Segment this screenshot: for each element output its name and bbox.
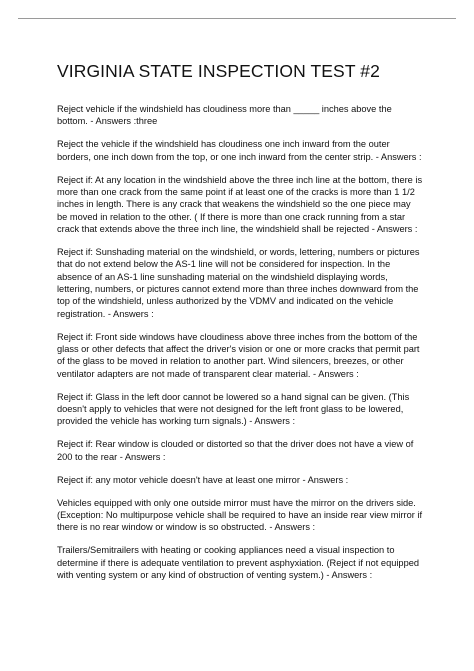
paragraph-rear-window: Reject if: Rear window is clouded or distorted so that the driver does not have a view of 200 to the rear - Answers : [57, 439, 414, 462]
paragraph-left-door-glass: Reject if: Glass in the left door cannot be lowered so a hand signal can be given. (This doesn't apply to vehicles that were not designed for the left front glass to be lowered, provided the vehicle has working turn signals.) - Answers : [57, 391, 410, 427]
document-body [57, 103, 423, 592]
document-title: VIRGINIA STATE INSPECTION TEST #2 [57, 61, 380, 81]
paragraph-mirror-requirement: Reject if: any motor vehicle doesn't have at least one mirror - Answers : [57, 474, 349, 485]
paragraph-windshield-cloudiness-borders: Reject the vehicle if the windshield has cloudiness one inch inward from the outer borders, one inch down from the top, or one inch inward from the center strip. - Answers : [57, 139, 422, 162]
paragraph-front-side-windows: Reject if: Front side windows have cloudiness above three inches from the bottom of the glass or other defects that affect the driver's vision or one or more cracks that permit part of the glass to be moved in relation to another part. Wind silencers, breezes, or other ventilator adapters are not made of transparent clear material. - Answers : [57, 331, 420, 379]
paragraph-sunshading-material: Reject if: Sunshading material on the windshield, or words, lettering, numbers or pictures that do not extend below the AS-1 line will not be considered for inspection. In the absence of an AS-1 line sunshading material on the windshield displaying words, lettering, numbers, or pictures cannot extend more than three inches downward from the top of the windshield, unless authorized by the VDMV and indicated on the vehicle registration. - Answers : [57, 247, 420, 319]
top-divider [18, 18, 456, 19]
paragraph-outside-mirror: Vehicles equipped with only one outside mirror must have the mirror on the drivers side. (Exception: No multipurpose vehicle shall be required to have an inside rear view mirror if there is no rear window or window is so obstructed. - Answers : [57, 497, 423, 533]
paragraph-windshield-cloudiness-bottom: Reject vehicle if the windshield has cloudiness more than _____ inches above the bottom. - Answers :three [57, 104, 392, 127]
paragraph-windshield-cracks: Reject if: At any location in the windshield above the three inch line at the bottom, there is more than one crack from the same point if at least one of the cracks is more than 1 1/2 inches in length. There is any crack that weakens the windshield so the one piece may be moved in relation to the other. ( If there is more than one crack running from a star crack that extends above the three inch line, the windshield shall be rejected - Answers : [57, 174, 423, 234]
paragraph-trailer-ventilation: Trailers/Semitrailers with heating or cooking appliances need a visual inspection to determine if there is adequate ventilation to prevent asphyxiation. (Reject if not equipped with venting system or any kind of obstruction of venting system.) - Answers : [57, 545, 420, 581]
